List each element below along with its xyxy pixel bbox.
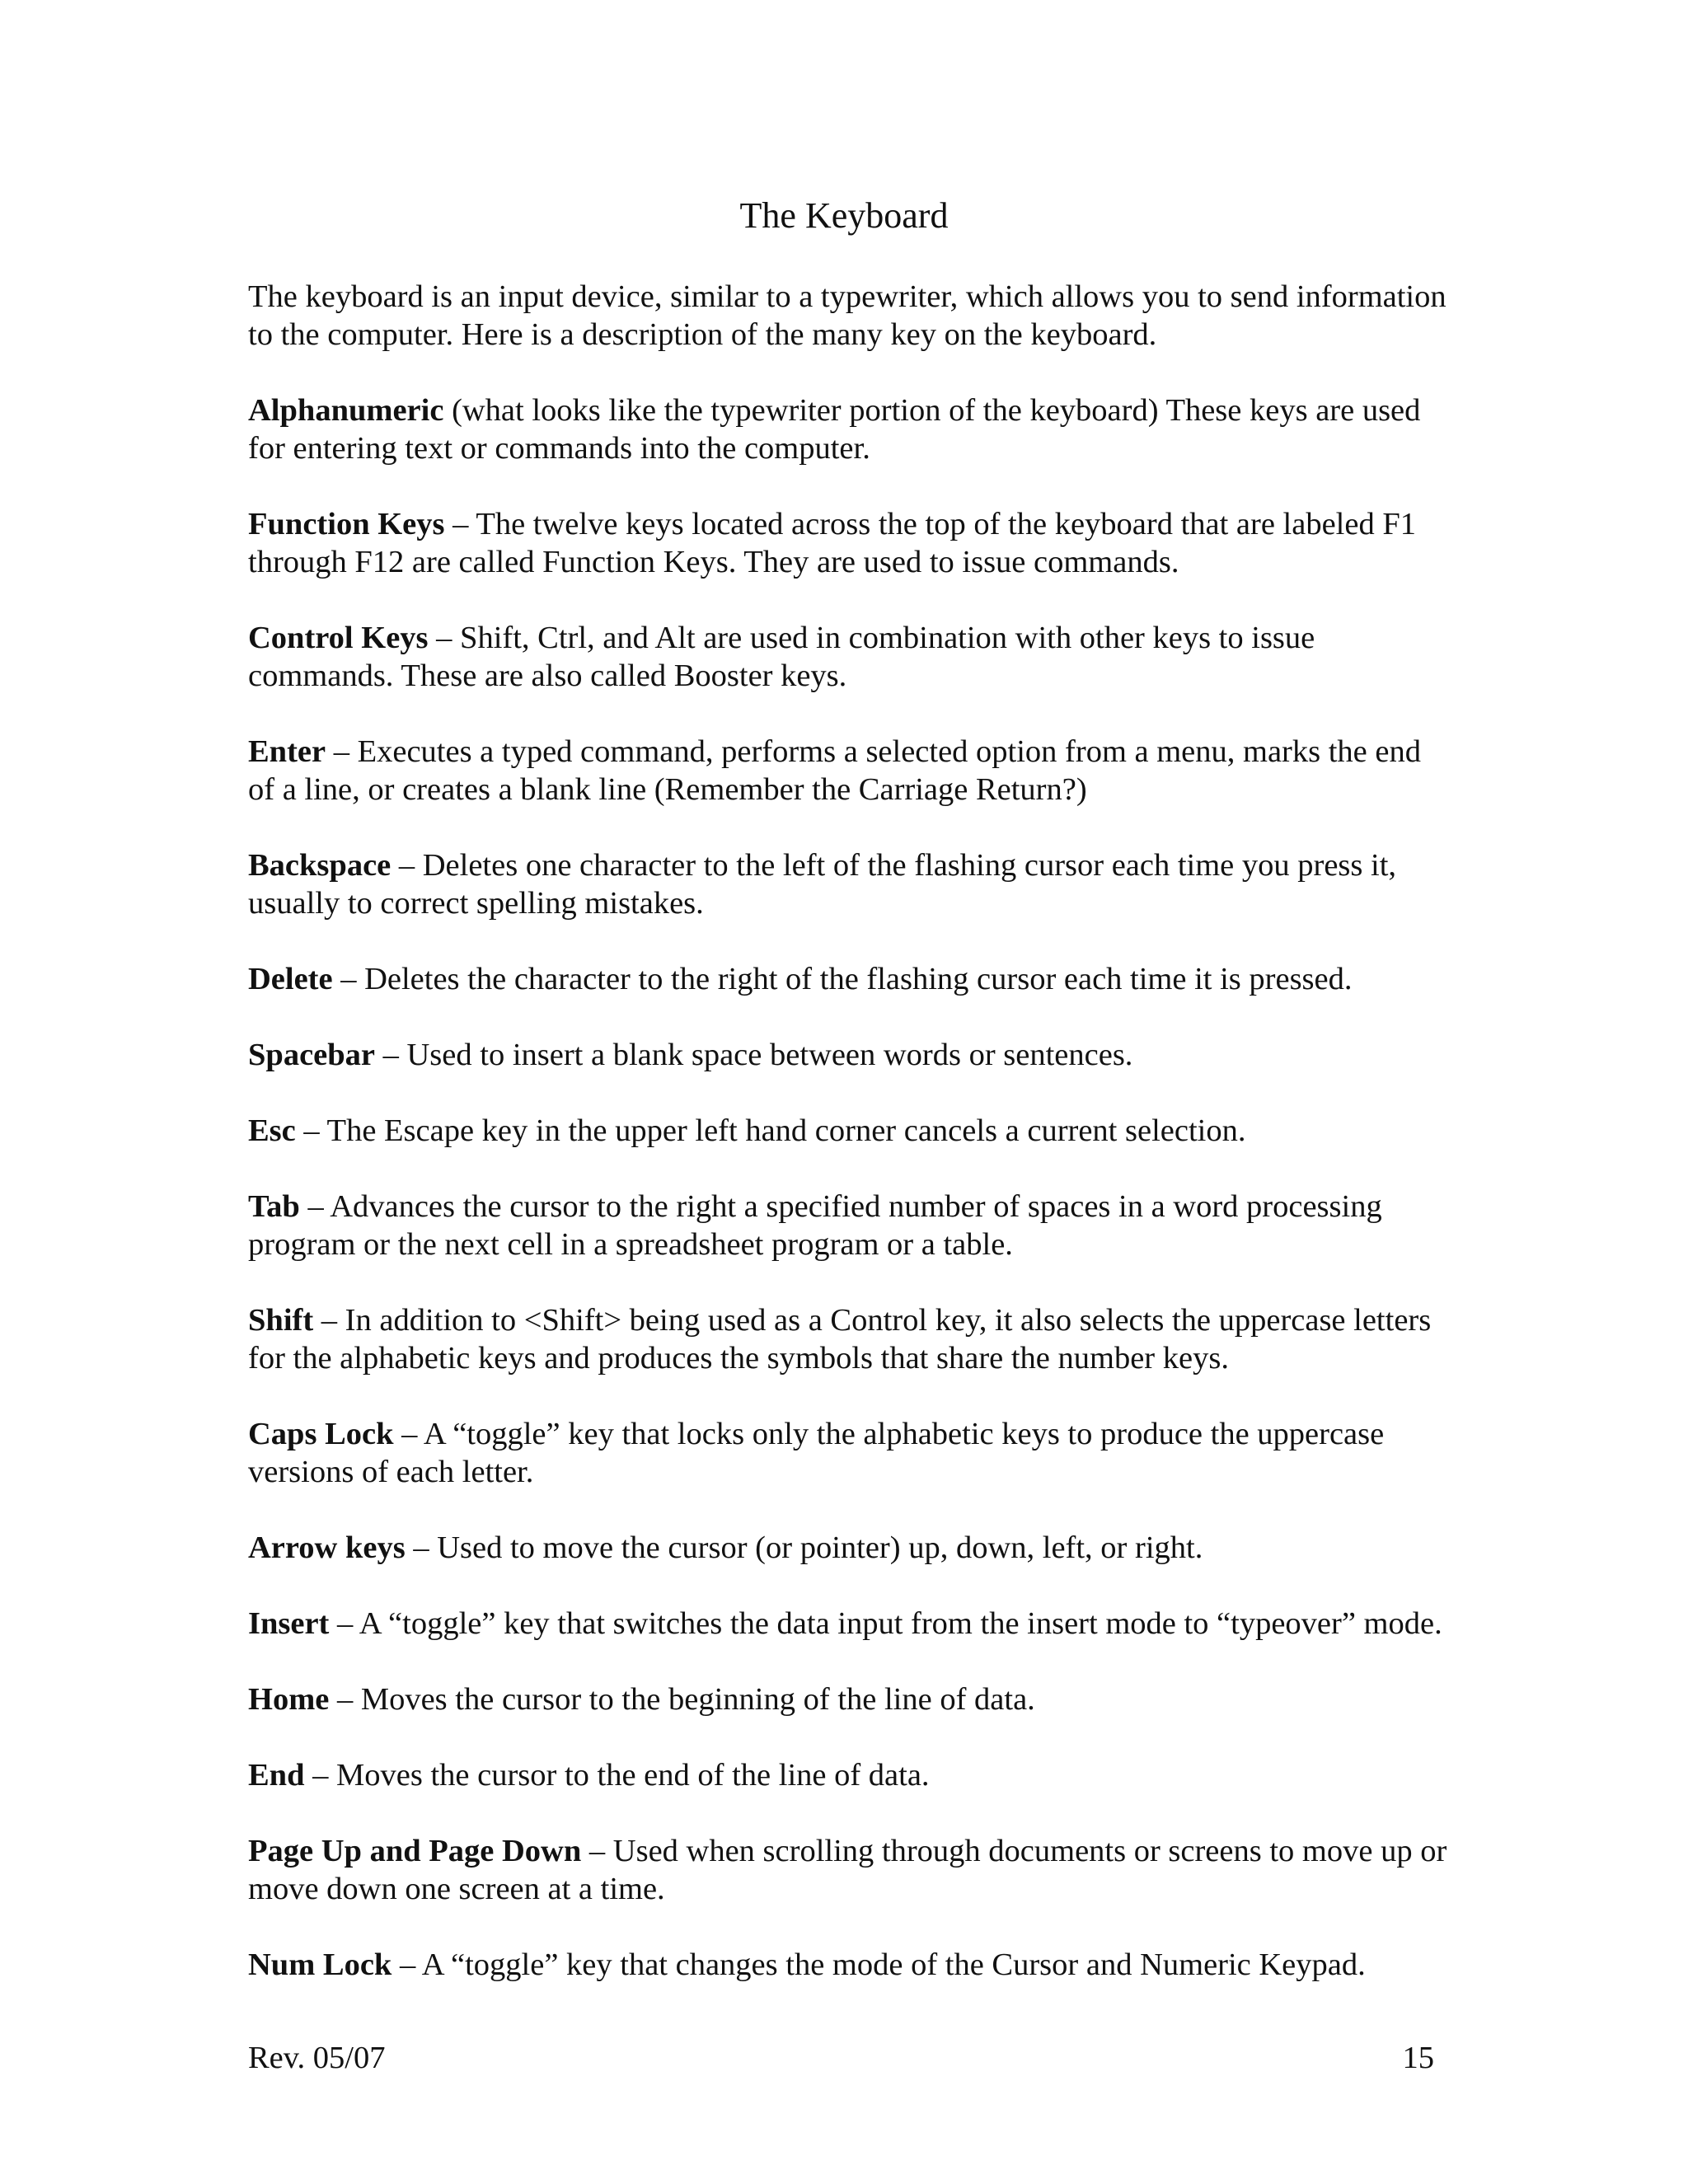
entry-paragraph xyxy=(248,1301,1451,1377)
entry-term: Shift xyxy=(248,1303,314,1338)
entry-term: Home xyxy=(248,1682,330,1717)
entry-description: – Moves the cursor to the end of the line of data. xyxy=(304,1758,930,1793)
entry-term: Delete xyxy=(248,962,333,996)
entry-paragraph xyxy=(248,1188,1451,1263)
entry-term: Esc xyxy=(248,1113,296,1148)
entry-term: Spacebar xyxy=(248,1038,375,1072)
entry-paragraph xyxy=(248,846,1451,922)
entry-paragraph xyxy=(248,391,1451,467)
entry-description: (what looks like the typewriter portion of the keyboard) These keys are used for entering text or commands into the computer. xyxy=(248,393,1421,466)
entry-term: Enter xyxy=(248,734,326,769)
page-number: 15 xyxy=(1402,2041,1434,2075)
entry-term: Insert xyxy=(248,1606,330,1641)
entry-description: – The twelve keys located across the top of the keyboard that are labeled F1 through F12 are called Function Keys. They are used to issue commands. xyxy=(248,507,1416,579)
entry-term: Num Lock xyxy=(248,1947,392,1982)
intro-paragraph: The keyboard is an input device, similar to a typewriter, which allows you to send information to the computer. Here is a description of the many key on the keyboard. xyxy=(248,279,1447,352)
entry-paragraph xyxy=(248,1605,1451,1643)
entry-description: – A “toggle” key that changes the mode of the Cursor and Numeric Keypad. xyxy=(392,1947,1366,1982)
entry-paragraph xyxy=(248,1415,1451,1491)
entry-paragraph xyxy=(248,619,1451,695)
entry-paragraph xyxy=(248,505,1451,581)
entry-description: – Used when scrolling through documents or screens to move up or move down one screen at a time. xyxy=(248,1834,1447,1906)
entry-description: – A “toggle” key that switches the data input from the insert mode to “typeover” mode. xyxy=(329,1606,1442,1641)
entry-description: – Advances the cursor to the right a specified number of spaces in a word processing program or the next cell in a spreadsheet program or a table. xyxy=(248,1189,1382,1262)
entry-paragraph xyxy=(248,1036,1451,1074)
entry-description: – A “toggle” key that locks only the alphabetic keys to produce the uppercase versions of each letter. xyxy=(248,1417,1385,1489)
entry-paragraph xyxy=(248,1112,1451,1150)
document-body xyxy=(248,278,1451,1984)
entry-term: Alphanumeric xyxy=(248,393,444,428)
entry-term: Caps Lock xyxy=(248,1417,394,1451)
entry-paragraph xyxy=(248,960,1451,998)
entry-paragraph xyxy=(248,1756,1451,1794)
revision-label: Rev. 05/07 xyxy=(248,2041,386,2075)
entry-description: – Shift, Ctrl, and Alt are used in combination with other keys to issue commands. These are also called Booster keys. xyxy=(248,621,1315,693)
entry-term: Control Keys xyxy=(248,621,429,655)
entry-description: – The Escape key in the upper left hand corner cancels a current selection. xyxy=(295,1113,1246,1148)
entry-description: – Deletes one character to the left of the flashing cursor each time you press it, usually to correct spelling mistakes. xyxy=(248,848,1397,921)
page-title: The Keyboard xyxy=(739,195,949,236)
entry-term: Page Up and Page Down xyxy=(248,1834,582,1868)
entry-paragraph xyxy=(248,1529,1451,1567)
entry-paragraph xyxy=(248,1680,1451,1718)
entry-description: – Used to insert a blank space between words or sentences. xyxy=(375,1038,1133,1072)
entry-paragraph xyxy=(248,733,1451,808)
entry-term: Tab xyxy=(248,1189,300,1224)
entry-term: Arrow keys xyxy=(248,1530,406,1565)
entry-description: – In addition to <Shift> being used as a Control key, it also selects the uppercase letters for the alphabetic keys and produces the symbols that share the number keys. xyxy=(248,1303,1432,1376)
entry-description: – Moves the cursor to the beginning of the line of data. xyxy=(329,1682,1035,1717)
entry-description: – Used to move the cursor (or pointer) up, down, left, or right. xyxy=(405,1530,1203,1565)
entry-term: Backspace xyxy=(248,848,392,883)
entry-paragraph xyxy=(248,1832,1451,1908)
entry-term: End xyxy=(248,1758,305,1793)
entry-description: – Executes a typed command, performs a selected option from a menu, marks the end of a line, or creates a blank line (Remember the Carriage Return?) xyxy=(248,734,1421,807)
entry-term: Function Keys xyxy=(248,507,445,541)
entry-paragraph xyxy=(248,1946,1451,1984)
entry-description: – Deletes the character to the right of the flashing cursor each time it is pressed. xyxy=(332,962,1353,996)
